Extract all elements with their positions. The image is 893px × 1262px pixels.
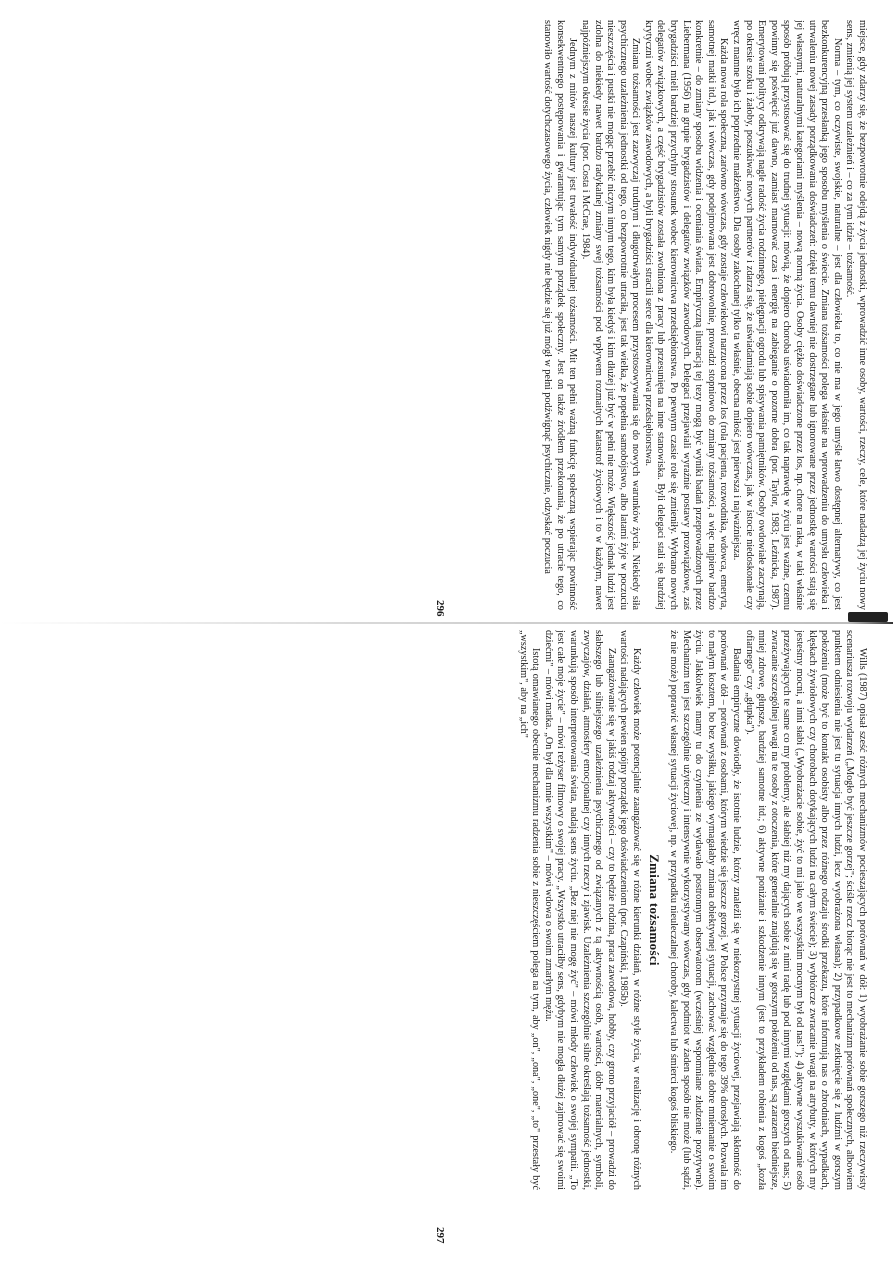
page-gutter [0, 622, 893, 624]
paragraph: Zaangażowanie się w jakiś rodzaj aktywności – czy to będzie rodzina, praca zawodowa, hobby, czy grono przyjaciół – prowadzi do słabszego lub silniejszego uzależnienia psychicznego od związanych z tą aktywnością osób, wartości, dóbr materialnych, symboli, zwyczajów, działań, atmosfery emocjonalnej czy innych rzeczy i zjawisk. Uzależnienia szczególnie silne określają tożsamość jednostki, warunkują sposób interpretowania świata, nadają sens życiu. „Bez niej nie mogę żyć" – mówi młody człowiek o swojej sympatii. „To jest całe moje życie" – mówi reżyser filmowy o swojej pracy. „Wszystko utraciłby sens, gdybym nie mogła dłużej zajmować się swoimi dziećmi" – mówi matka. „On był dla mnie wszystkim" – mówi wdowa o swoim zmarłym mężu. [542, 630, 617, 1190]
page-297 [78, 20, 868, 610]
paragraph: Każda nowa rola społeczna, zarówno wówczas, gdy zostaje człowiekowi narzucona przez los (rola pacjenta, rozwodnika, wdowca, emeryta, samotnej matki itd.), jak i wówczas, gdy podejmowana jest dobrowolnie, prowadzi stopniowo do zmiany tożsamości, a więc najpierw bardzo konkretnie – do zmiany sposobu widzenia i oceniania świata. Empiryczną ilustracją tej tezy mogą być wyniki badań przeprowadzonych przez Liebermana (1956) na grupie brygadzistów i delegatów związków zawodowych. Delegaci przejawiali wyraźnie postawy prozwiązkowe, zaś brygadziści mieli bardziej przychylny stosunek wobec kierownictwa przedsiębiorstwa. Po pewnym czasie role się zmieniły. Wybrano nowych delegatów związkowych, a część brygadzistów została zwolniona z pracy lub przesunięta na inne stanowiska. Byli delegaci stali się bardziej krytyczni wobec związków zawodowych, a byli brygadziści stracili serce dla kierownictwa przedsiębiorstwa. [642, 20, 730, 610]
paragraph: Norma – tym, co oczywiste, swojskie, naturalne – jest dla człowieka to, co nie ma w jego umyśle łatwo dostępnej alternatywy, co jest bezkonkurencyjną przesłanką jego sposobu myślenia o świecie. Zmiana tożsamości polega właśnie na wprowadzeniu do umysłu człowieka i utrwaleniu nowej zasady porządkowania doświadczeń: dzięki temu dawniej nie dostrzegane lub ignorowane przez jednostkę wartości stają się jej własnymi, naturalnymi kategoriami myślenia – nową normą życia. Osoby ciężko doświadczone przez los, np. chore na raka, w taki właśnie sposób próbują przystosować się do trudnej sytuacji: mówią, że dopiero choroba uświadomiła im, co tak naprawdę w życiu jest ważne, czemu powinny się poświęcić już dawno, zamiast marnować czas i energię na zabieganie o pozorne dobra (por. Taylor, 1983; Leźnicka, 1987). Emerytowani politycy odkrywają nagle radość życia rodzinnego, pielęgnacji ogrodu lub spisywania pamiętników. Osoby owdowiałe zaczynają, po okresie szoku i żałoby, poszukiwać nowych partnerów i zdarza się, że uświadamiają sobie dopiero wówczas, jak w istocie niedoskonałe czy wręcz mamne było ich poprzednie małżeństwo. Dla osoby zakochanej tylko ta właśnie, obecna miłość jest pierwsza i najważniejsza. [731, 20, 843, 610]
paragraph: Jednym z mitów naszej kultury jest trwałość indywidualnej tożsamości. Mit ten pełni ważną funkcję społeczną wspierając powinność konsekwentnego postępowania i gwarantując tym samym porządek społeczny. Jest on także źródłem przekonania, że po utracie tego, co stanowiło wartość dotychczasowego życia, człowiek nigdy nie będzie się już mógł w pełni podźwignąć psychicznie, odzyskać poczucia [542, 20, 579, 610]
paragraph: Badania empiryczne dowiodły, że istotnie ludzie, którzy znaleźli się w niekorzystnej sytuacji życiowej, przejawiają skłonność do porównań w dół – porównań z osobami, którym wiedzie się jeszcze gorzej. W Polsce przyznaje się do tego 39% dorosłych. Pozwala im to małym kosztem, bo bez wysiłku, jakiego wymagałaby zmiana obiektywnej sytuacji, zachować względnie dobre mniemanie o swoim życiu. Jakkolwiek mamy tu do czynienia ze wydawało postronnym obserwatorom (wcześniej wspomniane złudzenie pozytywne). Mechanizm ten jest szczególnie użyteczny i intensywnie wykorzystywany wówczas, gdy podmiot w żaden sposób nie może (lub sądzi, że nie może) poprawić własnej sytuacji życiowej, np. w przypadku nieuleczalnej choroby, kalectwa lub śmierci kogoś bliskiego. [668, 630, 743, 1190]
binding-shadow [848, 612, 888, 622]
page-number: 296 [434, 600, 446, 617]
page-number: 297 [434, 1227, 446, 1244]
paragraph: miejsce, gdy zdarzy się, że bezpowrotnie odejdą z życia jednostki, wprowadzić inne osoby, wartości, rzeczy, cele, które nadadzą jej życiu nowy sens, zmienią jej system uzależnień i – co za tym idzie – tożsamość. [844, 20, 868, 610]
paragraph: Zmiana tożsamości jest zazwyczaj trudnym i długotrwałym procesem przystosowywania się do nowych warunków życia. Niekiedy siła psychicznego uzależnienia jednostki od tego, co bezpowrotnie utraciła, jest tak wielka, że popełnia samobójstwo, albo latami żyje w poczuciu nieszczęścia i pustki nie mogąc przebić niczym innym tego, kim była kiedyś i kim dłużej już być w pełni nie może. Większość jednak ludzi jest zdolna do niekiedy nawet bardzo radykalnej zmiany swej tożsamości pod wpływem rozmaitych katastrof życiowych i to w każdym, nawet najpóźniejszym okresie życia (por. Costa i McCrae, 1984). [579, 20, 642, 610]
paragraph: Wills (1987) opisał sześć różnych mechanizmów pocieszających porównań w dół: 1) wyobrażanie sobie gorszego niż rzeczywisty scenariusza rozwoju wydarzeń („Mogło być jeszcze gorzej"; ściśle rzecz biorąc nie jest to mechanizm porównań społecznych, albowiem punktem odniesienia nie jest tu sytuacja innych ludzi, lecz wyobrażona własna); 2) przypadkowe zetknięcie się z ludźmi w gorszym położeniu (może być to kontakt osobisty albo przez różnego rodzaju środki przekazu, które informują nas o zbrodniach, wypadkach, klęskach żywiołowych czy chorobach dotykających ludzi na całym świecie); 3) wybiórcze zwracanie uwagi na atrybuty, w których my jesteśmy mocni, a inni słabi („Wyobrażacie sobie, żyć to mi jako we wszystkim mocnym był od nas!"); 4) aktywne wyszukiwanie osób przeżywających te same co my problemy, ale słabiej niż my dających sobie z nimi radę lub pod innymi względami gorszych od nas; 5) zwracanie szczególnej uwagi na te osoby z otoczenia, które generalnie znajdują się w gorszym położeniu od nas, są zarazem biedniejsze, mniej zdrowe, głupsze, bardziej samotne itd.; 6) aktywne poniżanie i szkodzenie innym (jest to przykładem robienia z kogoś „kozła ofiarnego" czy „głupka"). [743, 630, 868, 1190]
page-296 [78, 630, 868, 1190]
section-heading: Zmiana tożsamości [647, 854, 663, 966]
paragraph: Istotą omawianego obecnie mechanizmu radzenia sobie z nieszczęściem polega na tym, aby „on", „ona", „one", „to" przestały być „wszystkim", aby na „ich" [517, 630, 542, 1190]
paragraph: Każdy człowiek może potencjalnie zaangażować się w różne kierunki działań, w różne style życia, w realizację i obronę różnych wartości nadających pewien spójny porządek jego doświadczeniom (por. Czapiński, 1985b). [618, 630, 642, 1190]
